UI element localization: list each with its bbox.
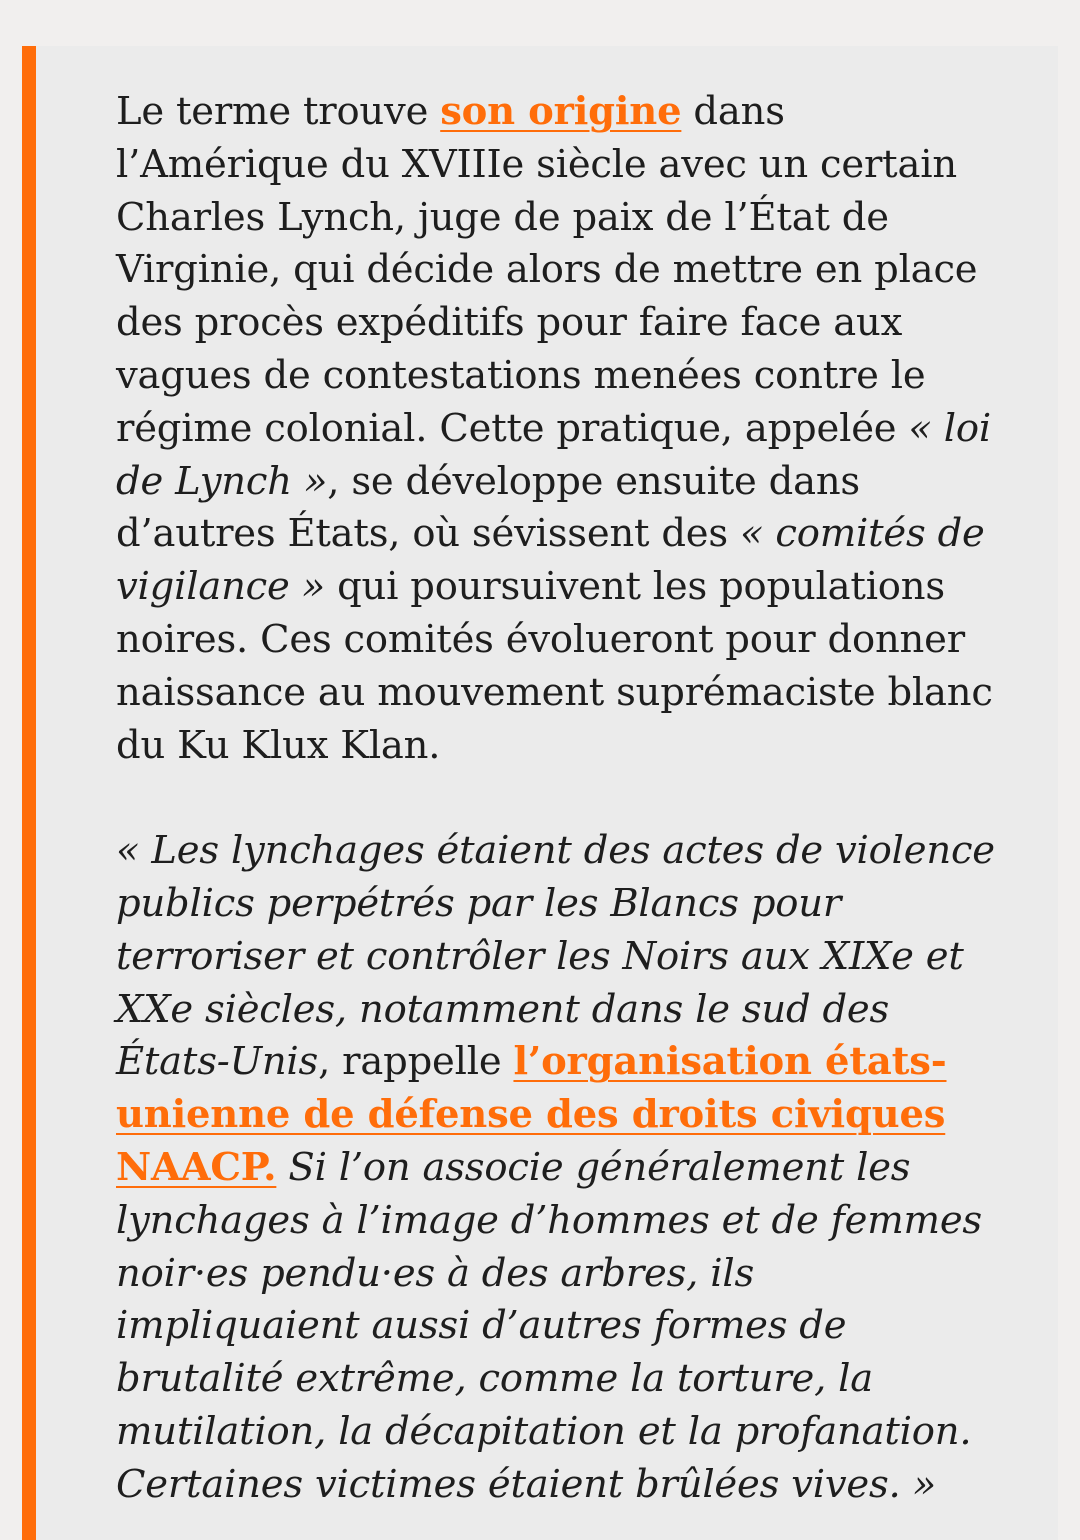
link-naacp[interactable]: l’organisation états-unienne de défense des droits civiques NAACP. [116,1039,947,1190]
text-segment: , rappelle [318,1039,514,1085]
article-body [116,86,996,1512]
link-son-origine[interactable]: son origine [440,89,682,134]
paragraph-origin [116,86,996,772]
text-segment: dans l’Amérique du XVIIIe siècle avec un certain Charles Lynch, juge de paix de l’État de Virginie, qui décide alors de mettre en place des procès expéditifs pour faire face aux vagues de contestations menées contre le régime colonial. Cette pratique, appelée [116,89,978,451]
text-segment [276,1145,288,1190]
paragraph-quote [116,825,996,1511]
italic-quote-part2: Si l’on associe généralement les lynchages à l’image d’hommes et de femmes noir·es pendu·es à des arbres, ils impliquaient aussi d’autres formes de brutalité extrême, comme la torture, la mutilation, la décapitation et la profanation. Certaines victimes étaient brûlées vives. » [116,1144,982,1507]
article-quote-block [22,46,1058,1540]
italic-comites-de-vigilance: « comités de vigilance » [116,511,985,610]
text-segment: , se développe ensuite dans d’autres États, où sévissent des [116,458,860,557]
text-segment: qui poursuivent les populations noires. Ces comités évolueront pour donner naissance au mouvement suprémaciste blanc du Ku Klux Klan. [116,564,993,768]
text-segment: Le terme trouve [116,89,441,134]
italic-loi-de-lynch: « loi de Lynch » [116,405,992,504]
accent-bar [22,46,36,1540]
top-band [0,0,1080,46]
italic-quote-part1: « Les lynchages étaient des actes de violence publics perpétrés par les Blancs pour terroriser et contrôler les Noirs aux XIXe et XXe siècles, notamment dans le sud des États-Unis [116,828,995,1085]
